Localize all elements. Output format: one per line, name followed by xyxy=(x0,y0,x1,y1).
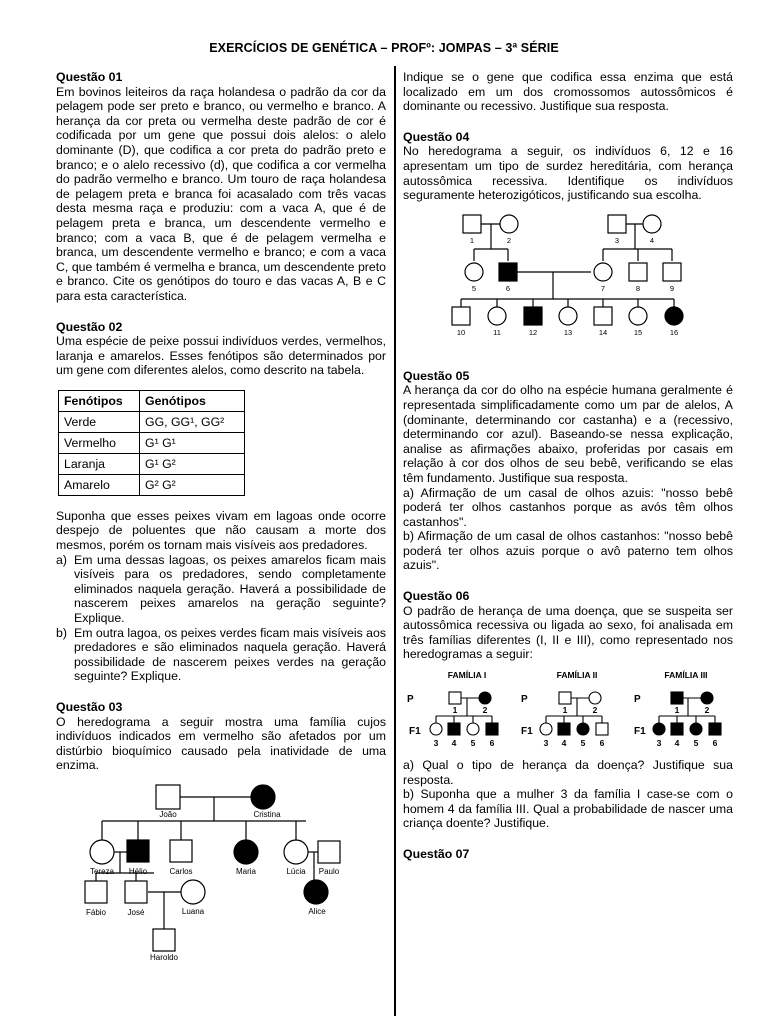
pedigree-male-affected xyxy=(524,307,542,325)
question-01-heading: Questão 01 xyxy=(56,70,123,84)
pedigree-male-affected xyxy=(486,723,498,735)
pedigree-q4 xyxy=(403,211,733,361)
pedigree-female-affected xyxy=(690,723,702,735)
pedigree-name: Cristina xyxy=(253,809,281,819)
table-cell: Vermelho xyxy=(59,432,140,453)
question-05-item-a xyxy=(403,486,733,530)
table-cell: G¹ G² xyxy=(140,453,245,474)
item-label: a) xyxy=(403,485,414,500)
pedigree-number: 11 xyxy=(493,327,501,337)
table-header: Genótipos xyxy=(140,390,245,411)
family-label: FAMÍLIA II xyxy=(556,670,598,681)
pedigree-female-affected xyxy=(251,785,275,809)
question-02-item-a xyxy=(56,553,386,626)
pedigree-female-affected xyxy=(665,307,683,325)
pedigree-male xyxy=(559,692,571,704)
pedigree-male xyxy=(629,263,647,281)
pedigree-female-affected xyxy=(653,723,665,735)
pedigree-number: 4 xyxy=(451,738,457,749)
pedigree-number: 2 xyxy=(592,705,598,716)
pedigree-number: 3 xyxy=(543,738,549,749)
pedigree-name: Haroldo xyxy=(149,952,179,961)
pedigree-number: 2 xyxy=(704,705,710,716)
table-header-row xyxy=(59,390,245,411)
pedigree-male xyxy=(318,841,340,863)
generation-label: P xyxy=(634,694,641,706)
item-text: Afirmação de um casal de olhos castanhos: "nosso bebê poderá ter olhos azuis porque o avô paterno tem olhos azuis". xyxy=(403,529,733,573)
question-01-text: Em bovinos leiteiros da raça holandesa o padrão da cor da pelagem pode ser preto e branco, ou vermelho e branco. A herança da cor preta ou vermelha deste padrão de cor é codificada por um gene que possui dois alelos: o alelo dominante (D), que codifica a cor preta do padrão preto e branco; e o alelo recessivo (d), que codifica a cor vermelha do padrão vermelho e branco. Um touro de raça holandesa de pelagem preta e branca foi acasalado com três vacas desta mesma raça e produziu: com a vaca A, que é de pelagem preta e branca, um descendente vermelho e branco; com a vaca B, que é de pelagem vermelha e branca, um descendente vermelho e branco; e com a vaca C, que também é vermelha e branca, um descendente preto e branco. Cite os genótipos do touro e das vacas A, B e C para esta característica. xyxy=(56,84,386,303)
pedigree-number: 6 xyxy=(599,738,605,749)
pedigree-female xyxy=(500,215,518,233)
pedigree-male xyxy=(170,840,192,862)
pedigree-q3 xyxy=(56,781,386,961)
pedigree-male-affected xyxy=(709,723,721,735)
pedigree-number: 4 xyxy=(649,235,655,245)
pedigree-name: Alice xyxy=(308,906,326,916)
pedigree-male-affected xyxy=(671,723,683,735)
pedigree-number: 1 xyxy=(674,705,680,716)
pedigree-number: 16 xyxy=(669,327,679,337)
pedigree-male xyxy=(594,307,612,325)
pedigree-name: Fábio xyxy=(85,907,107,917)
pedigree-number: 6 xyxy=(712,738,718,749)
pedigree-male xyxy=(596,723,608,735)
question-05-text: A herança da cor do olho na espécie humana geralmente é representada simplificadamente como um par de alelos, A (dominante, determinando cor castanha) e a (recessivo, determinando cor azul). Baseando-se nessa explicação, analise as afirmações abaixo, proferidas por casais em relação à cor dos olhos de seu bebê, verificando se elas têm fundamento. Justifique sua resposta. xyxy=(403,383,733,485)
pedigree-female xyxy=(181,880,205,904)
pedigree-female-affected xyxy=(577,723,589,735)
pedigree-female xyxy=(465,263,483,281)
table-row xyxy=(59,474,245,495)
pedigree-male-affected xyxy=(499,263,517,281)
pedigree-number: 1 xyxy=(562,705,568,716)
item-label: b) xyxy=(403,529,414,544)
pedigree-female xyxy=(629,307,647,325)
table-cell: Amarelo xyxy=(59,474,140,495)
item-label: a) xyxy=(403,758,414,773)
pedigree-name: João xyxy=(159,809,177,819)
pedigree-male xyxy=(85,881,107,903)
table-cell: Verde xyxy=(59,411,140,432)
page-title: EXERCÍCIOS DE GENÉTICA – PROFº: JOMPAS – 3ª SÉRIE xyxy=(209,41,559,55)
pedigree-number: 5 xyxy=(693,738,699,749)
question-05-heading: Questão 05 xyxy=(403,368,470,383)
question-02-item-b xyxy=(56,626,386,684)
pedigree-number: 2 xyxy=(482,705,488,716)
pedigree-number: 1 xyxy=(469,235,475,245)
question-06-item-a xyxy=(403,758,733,787)
left-column xyxy=(56,70,386,961)
pedigree-name: Hélio xyxy=(128,866,148,876)
generation-label: F1 xyxy=(409,726,421,738)
table-header: Fenótipos xyxy=(59,390,140,411)
item-label: b) xyxy=(403,787,414,802)
pedigree-male xyxy=(125,881,147,903)
item-label: a) xyxy=(56,552,67,567)
pedigree-male-affected xyxy=(448,723,460,735)
pedigree-number: 5 xyxy=(471,283,477,293)
question-02-paragraph: Suponha que esses peixes vivam em lagoas onde ocorre despejo de poluentes que não causam a morte dos mesmos, porém os tornam mais visíveis aos predadores. xyxy=(56,508,386,553)
pedigree-number: 4 xyxy=(561,738,567,749)
pedigree-male xyxy=(463,215,481,233)
genotype-table xyxy=(58,390,245,496)
generation-label: P xyxy=(521,694,528,706)
pedigree-male xyxy=(608,215,626,233)
pedigree-name: Luana xyxy=(181,906,205,916)
pedigree-female xyxy=(589,692,601,704)
pedigree-number: 4 xyxy=(674,738,680,749)
pedigree-male-affected xyxy=(127,840,149,862)
question-06-heading: Questão 06 xyxy=(403,589,470,604)
question-04-text: No heredograma a seguir, os indivíduos 6, 12 e 16 apresentam um tipo de surdez hereditária, com herança autossômica recessiva. Identifique os indivíduos seguramente heterozigóticos, justificando sua escolha. xyxy=(403,144,733,203)
family-label: FAMÍLIA III xyxy=(664,670,708,681)
pedigree-female xyxy=(594,263,612,281)
generation-label: P xyxy=(407,694,414,706)
table-row xyxy=(59,453,245,474)
table-cell: G² G² xyxy=(140,474,245,495)
pedigree-q6 xyxy=(403,668,733,750)
pedigree-female xyxy=(488,307,506,325)
pedigree-number: 6 xyxy=(489,738,495,749)
pedigree-male xyxy=(452,307,470,325)
question-02-intro: Uma espécie de peixe possui indivíduos verdes, vermelhos, laranja e amarelos. Esses fenótipos são determinados por um gene com diferentes alelos, como descrito na tabela. xyxy=(56,334,386,378)
pedigree-number: 3 xyxy=(656,738,662,749)
pedigree-female xyxy=(643,215,661,233)
pedigree-male-affected xyxy=(671,692,683,704)
pedigree-number: 6 xyxy=(505,283,511,293)
question-03-continuation: Indique se o gene que codifica essa enzima que está localizado em um dos cromossomos autossômicos é dominante ou recessivo. Justifique sua resposta. xyxy=(403,70,733,114)
pedigree-name: Tereza xyxy=(89,866,115,876)
pedigree-female-affected xyxy=(234,840,258,864)
table-row xyxy=(59,411,245,432)
pedigree-number: 14 xyxy=(598,327,608,337)
pedigree-number: 3 xyxy=(433,738,439,749)
item-text: Em outra lagoa, os peixes verdes ficam mais visíveis aos predadores e são eliminados naquela geração. Haverá possibilidade de nascerem peixes verdes na geração seguinte? Explique. xyxy=(74,625,386,684)
item-text: Em uma dessas lagoas, os peixes amarelos ficam mais visíveis para os predadores, sendo completamente eliminados naquela geração. Haverá a possibilidade de nascerem peixes amarelos na geração seguinte? Explique. xyxy=(74,552,386,626)
pedigree-number: 13 xyxy=(563,327,573,337)
item-text: Suponha que a mulher 3 da família I case-se com o homem 4 da família III. Qual a probabilidade de nascer uma criança doente? Justifique. xyxy=(403,787,733,831)
pedigree-number: 5 xyxy=(470,738,476,749)
pedigree-male xyxy=(156,785,180,809)
pedigree-name: José xyxy=(127,907,145,917)
table-cell: G¹ G¹ xyxy=(140,432,245,453)
pedigree-number: 5 xyxy=(580,738,586,749)
pedigree-number: 3 xyxy=(614,235,620,245)
pedigree-female xyxy=(90,840,114,864)
pedigree-number: 8 xyxy=(635,283,641,293)
right-column xyxy=(403,70,733,862)
question-07-heading: Questão 07 xyxy=(403,847,470,861)
question-06-item-b xyxy=(403,787,733,831)
question-03-text: O heredograma a seguir mostra uma família cujos indivíduos indicados em vermelho são afetados por um distúrbio bioquímico causado pela inatividade de uma enzima. xyxy=(56,714,386,773)
item-text: Qual o tipo de herança da doença? Justifique sua resposta. xyxy=(403,758,733,787)
pedigree-female xyxy=(467,723,479,735)
item-label: b) xyxy=(56,625,67,640)
pedigree-female-affected xyxy=(701,692,713,704)
pedigree-number: 9 xyxy=(669,283,675,293)
pedigree-female xyxy=(430,723,442,735)
question-06-text: O padrão de herança de uma doença, que se suspeita ser autossômica recessiva ou ligada ao sexo, foi analisada em três famílias diferentes (I, II e III), como representado nos heredogramas a seguir: xyxy=(403,603,733,662)
table-row xyxy=(59,432,245,453)
pedigree-male xyxy=(449,692,461,704)
generation-label: F1 xyxy=(634,726,646,738)
pedigree-female xyxy=(559,307,577,325)
table-cell: GG, GG¹, GG² xyxy=(140,411,245,432)
family-label: FAMÍLIA I xyxy=(447,670,487,681)
pedigree-name: Maria xyxy=(235,866,257,876)
column-divider xyxy=(394,66,396,1016)
pedigree-female xyxy=(284,840,308,864)
question-02-heading: Questão 02 xyxy=(56,319,123,334)
pedigree-male-affected xyxy=(558,723,570,735)
pedigree-male xyxy=(663,263,681,281)
question-03-heading: Questão 03 xyxy=(56,700,123,714)
pedigree-number: 12 xyxy=(528,327,538,337)
pedigree-female xyxy=(540,723,552,735)
pedigree-number: 7 xyxy=(600,283,606,293)
question-05-item-b xyxy=(403,529,733,573)
pedigree-number: 1 xyxy=(452,705,458,716)
pedigree-name: Lúcia xyxy=(286,866,306,876)
pedigree-number: 2 xyxy=(506,235,512,245)
pedigree-female-affected xyxy=(479,692,491,704)
pedigree-number: 15 xyxy=(633,327,643,337)
pedigree-male xyxy=(153,929,175,951)
item-text: Afirmação de um casal de olhos azuis: "nosso bebê poderá ter olhos castanhos porque as avós têm olhos castanhos". xyxy=(403,485,733,529)
pedigree-name: Paulo xyxy=(318,866,340,876)
generation-label: F1 xyxy=(521,726,533,738)
pedigree-name: Carlos xyxy=(169,866,193,876)
pedigree-number: 10 xyxy=(456,327,466,337)
question-04-heading: Questão 04 xyxy=(403,129,470,144)
table-cell: Laranja xyxy=(59,453,140,474)
pedigree-female-affected xyxy=(304,880,328,904)
